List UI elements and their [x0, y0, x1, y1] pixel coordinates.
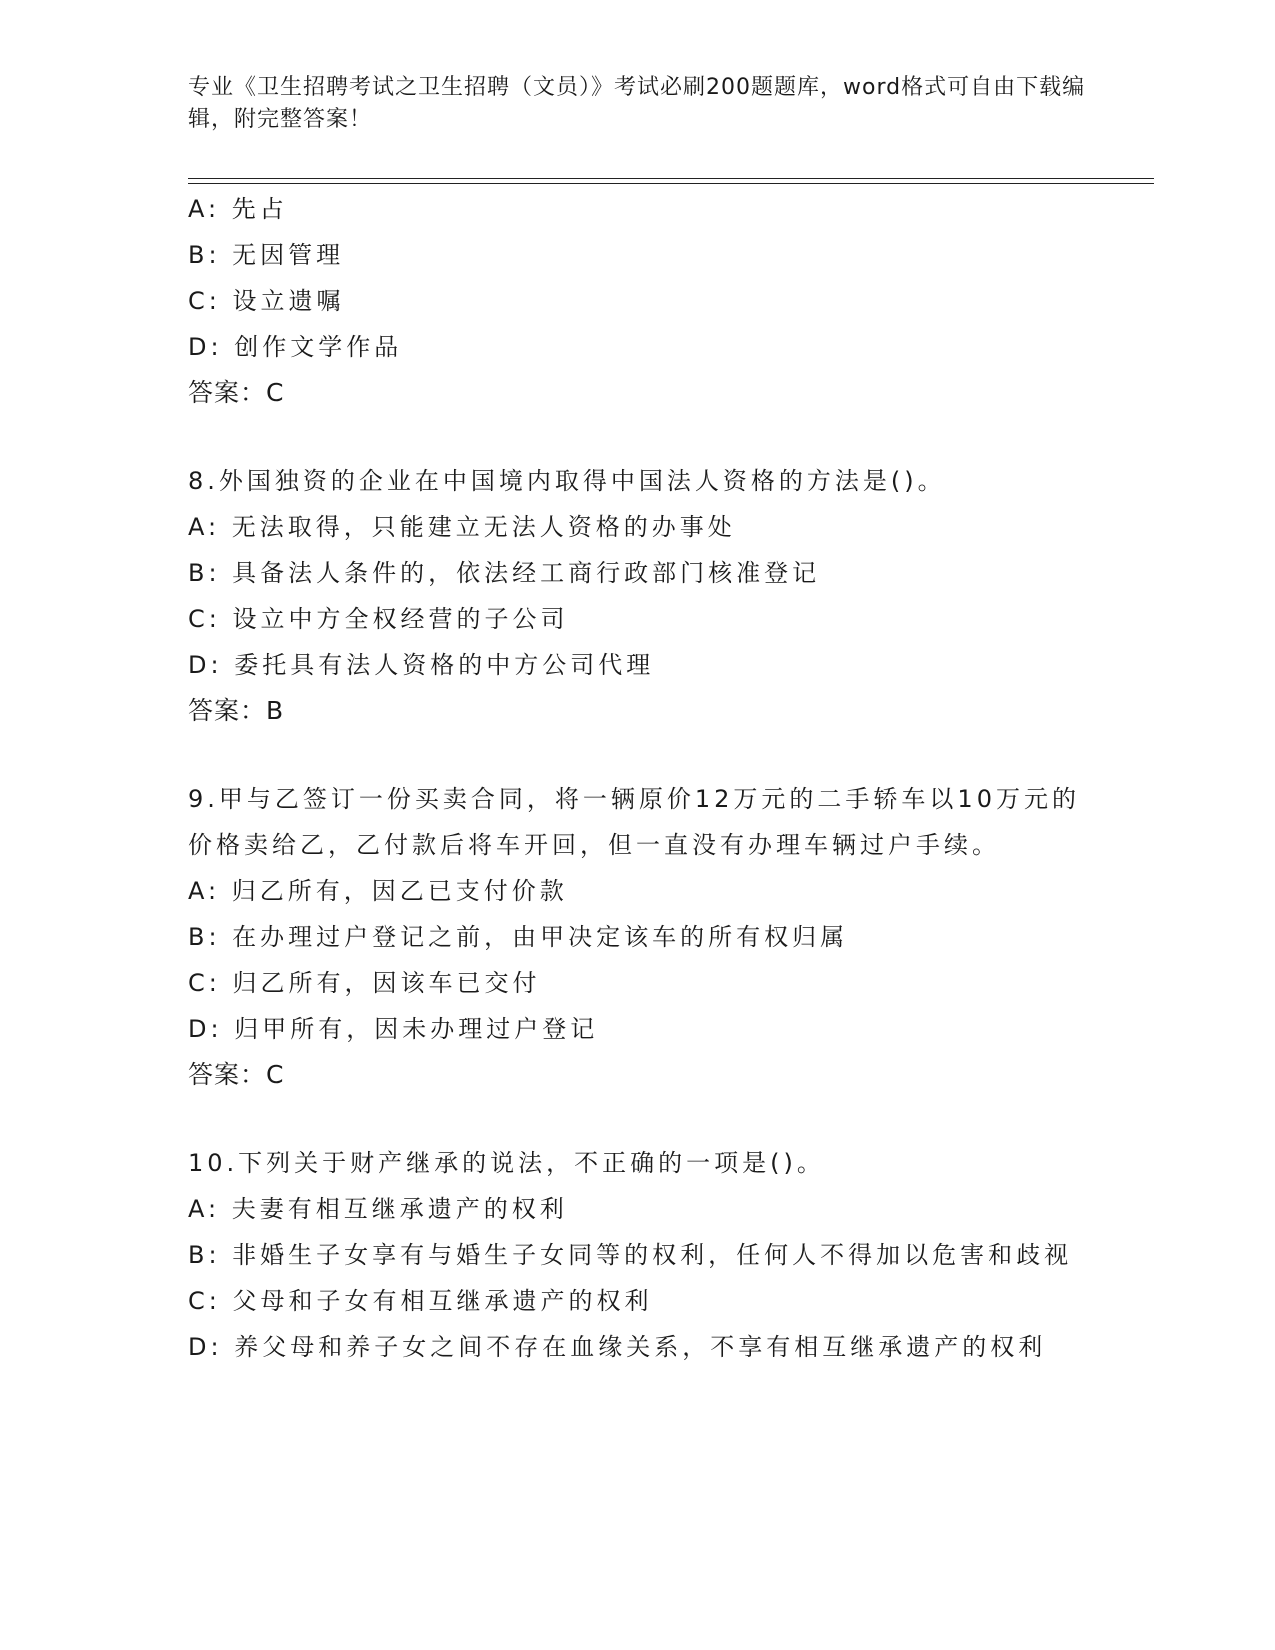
question-9 — [188, 776, 1088, 1098]
option-a: A: 先占 — [188, 195, 288, 223]
option-a: A: 归乙所有，因乙已支付价款 — [188, 877, 568, 905]
answer: 答案：C — [188, 1060, 285, 1089]
option-b: B: 具备法人条件的，依法经工商行政部门核准登记 — [188, 559, 821, 587]
option-c: C: 父母和子女有相互继承遗产的权利 — [188, 1287, 653, 1315]
spacer — [188, 734, 1088, 776]
question-title: 9.甲与乙签订一份买卖合同，将一辆原价12万元的二手轿车以10万元的价格卖给乙，乙付款后将车开回，但一直没有办理车辆过户手续。 — [188, 785, 1080, 859]
spacer — [188, 1098, 1088, 1140]
option-b: B: 非婚生子女享有与婚生子女同等的权利，任何人不得加以危害和歧视 — [188, 1241, 1073, 1269]
option-d: D: 创作文学作品 — [188, 333, 403, 361]
answer: 答案：B — [188, 696, 285, 725]
option-c: C: 归乙所有，因该车已交付 — [188, 969, 541, 997]
option-b: B: 在办理过户登记之前，由甲决定该车的所有权归属 — [188, 923, 849, 951]
option-d: D: 委托具有法人资格的中方公司代理 — [188, 651, 655, 679]
question-8 — [188, 458, 1088, 734]
option-c: C: 设立中方全权经营的子公司 — [188, 605, 569, 633]
question-title: 8.外国独资的企业在中国境内取得中国法人资格的方法是()。 — [188, 467, 946, 495]
option-c: C: 设立遗嘱 — [188, 287, 345, 315]
answer: 答案：C — [188, 378, 285, 407]
option-a: A: 无法取得，只能建立无法人资格的办事处 — [188, 513, 736, 541]
option-d: D: 归甲所有，因未办理过户登记 — [188, 1015, 599, 1043]
question-7 — [188, 186, 1088, 416]
option-b: B: 无因管理 — [188, 241, 345, 269]
option-a: A: 夫妻有相互继承遗产的权利 — [188, 1195, 568, 1223]
question-10 — [188, 1140, 1088, 1370]
document-header: 专业《卫生招聘考试之卫生招聘（文员）》考试必刷200题题库，word格式可自由下载编辑，附完整答案！ — [188, 75, 1086, 132]
option-d: D: 养父母和养子女之间不存在血缘关系，不享有相互继承遗产的权利 — [188, 1333, 1047, 1361]
question-title: 10.下列关于财产继承的说法，不正确的一项是()。 — [188, 1149, 825, 1177]
question-list — [188, 186, 1088, 1370]
header-divider — [188, 178, 1154, 184]
spacer — [188, 416, 1088, 458]
